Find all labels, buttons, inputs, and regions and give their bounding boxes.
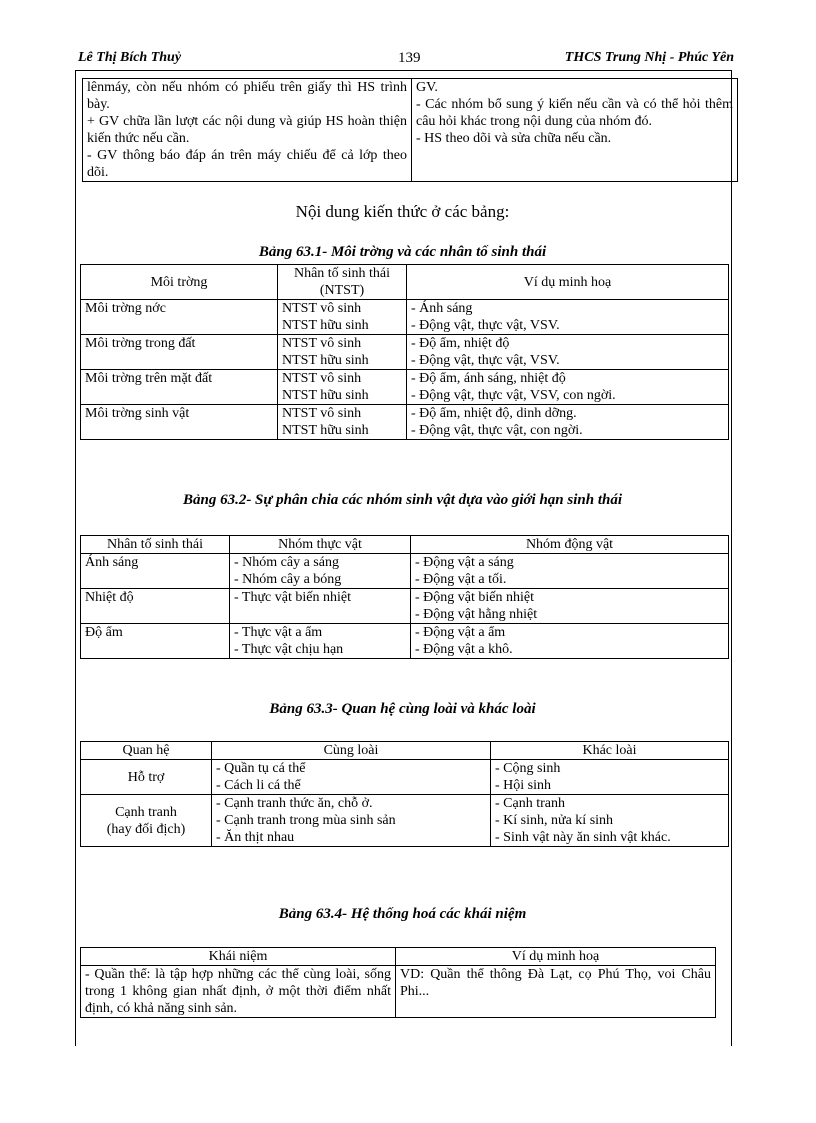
t2-plant: - Thực vật a ẩm - Thực vật chịu hạn: [230, 624, 411, 659]
t3-diff: - Cộng sinh - Hội sinh: [491, 760, 729, 795]
t3-relation: Cạnh tranh (hay đối địch): [81, 795, 212, 847]
page-number: 139: [398, 50, 421, 66]
table-63-2-caption: Bảng 63.2- Sự phân chia các nhóm sinh vật dựa vào giới hạn sinh thái: [182, 492, 623, 508]
table-63-2: [80, 535, 729, 659]
t2-animal: - Động vật a sáng - Động vật a tối.: [411, 554, 729, 589]
school-name: THCS Trung Nhị - Phúc Yên: [564, 50, 734, 65]
table-row: [81, 335, 729, 370]
t2-header-factor: Nhân tố sinh thái: [81, 536, 230, 554]
t2-animal: - Động vật biến nhiệt - Động vật hằng nhiệt: [411, 589, 729, 624]
t3-same: - Cạnh tranh thức ăn, chỗ ở. - Cạnh tranh trong mùa sinh sản - Ăn thịt nhau: [212, 795, 491, 847]
t1-header-factor: Nhân tố sinh thái (NTST): [278, 265, 407, 300]
section-title: Nội dung kiến thức ở các bảng:: [295, 202, 510, 221]
t2-factor: Ánh sáng: [81, 554, 230, 589]
t1-factor: NTST vô sinh NTST hữu sinh: [278, 335, 407, 370]
t2-factor: Nhiệt độ: [81, 589, 230, 624]
t4-example: VD: Quần thể thông Đà Lạt, cọ Phú Thọ, voi Châu Phi...: [396, 966, 716, 1018]
table-row: [81, 624, 729, 659]
table-row: [81, 589, 729, 624]
t1-factor: NTST vô sinh NTST hữu sinh: [278, 370, 407, 405]
table-row: [81, 760, 729, 795]
t1-factor: NTST vô sinh NTST hữu sinh: [278, 405, 407, 440]
teacher-activity: lênmáy, còn nếu nhóm có phiếu trên giấy thì HS trình bày. + GV chữa lần lượt các nội dung và giúp HS hoàn thiện kiến thức nếu cần. - GV thông báo đáp án trên máy chiếu để cả lớp theo dõi.: [83, 79, 412, 182]
table-row: [81, 795, 729, 847]
t2-plant: - Nhóm cây a sáng - Nhóm cây a bóng: [230, 554, 411, 589]
t1-example: - Độ ẩm, nhiệt độ, dinh dỡng. - Động vật, thực vật, con ngời.: [407, 405, 729, 440]
table-63-3: [80, 741, 729, 847]
t2-animal: - Động vật a ẩm - Động vật a khô.: [411, 624, 729, 659]
page-header: [78, 50, 734, 68]
t1-header-env: Môi trờng: [81, 265, 278, 300]
t1-env: Môi trờng trên mặt đất: [81, 370, 278, 405]
t3-same: - Quần tụ cá thể - Cách li cá thể: [212, 760, 491, 795]
t1-factor: NTST vô sinh NTST hữu sinh: [278, 300, 407, 335]
t2-header-animal: Nhóm động vật: [411, 536, 729, 554]
author-name: Lê Thị Bích Thuỷ: [78, 50, 182, 65]
table-row: [81, 370, 729, 405]
t3-diff: - Cạnh tranh - Kí sinh, nửa kí sinh - Sinh vật này ăn sinh vật khác.: [491, 795, 729, 847]
t1-example: - Độ ẩm, nhiệt độ - Động vật, thực vật, VSV.: [407, 335, 729, 370]
table-row: [81, 405, 729, 440]
t1-env: Môi trờng nớc: [81, 300, 278, 335]
table-row: [81, 300, 729, 335]
t1-example: - Ánh sáng - Động vật, thực vật, VSV.: [407, 300, 729, 335]
t4-header-concept: Khái niệm: [81, 948, 396, 966]
t1-example: - Độ ẩm, ánh sáng, nhiệt độ - Động vật, thực vật, VSV, con ngời.: [407, 370, 729, 405]
t1-header-example: Ví dụ minh hoạ: [407, 265, 729, 300]
t4-header-example: Ví dụ minh hoạ: [396, 948, 716, 966]
table-row: [81, 966, 716, 1018]
table-63-1: [80, 264, 729, 440]
t3-header-relation: Quan hệ: [81, 742, 212, 760]
table-63-3-caption: Bảng 63.3- Quan hệ cùng loài và khác loài: [269, 701, 536, 717]
table-63-4-caption: Bảng 63.4- Hệ thống hoá các khái niệm: [278, 906, 527, 922]
t1-env: Môi trờng sinh vật: [81, 405, 278, 440]
t4-concept: - Quần thể: là tập hợp những các thể cùng loài, sống trong 1 không gian nhất định, ở một thời điểm nhất định, có khả năng sinh sản.: [81, 966, 396, 1018]
t3-header-same: Cùng loài: [212, 742, 491, 760]
table-63-1-caption: Bảng 63.1- Môi trờng và các nhân tố sinh thái: [258, 244, 547, 260]
activity-table: [82, 78, 738, 182]
t2-header-plant: Nhóm thực vật: [230, 536, 411, 554]
t2-plant: - Thực vật biến nhiệt: [230, 589, 411, 624]
t3-header-diff: Khác loài: [491, 742, 729, 760]
student-activity: GV. - Các nhóm bổ sung ý kiến nếu cần và có thể hỏi thêm câu hỏi khác trong nội dung của nhóm đó. - HS theo dõi và sửa chữa nếu cần.: [412, 79, 738, 182]
table-63-4: [80, 947, 716, 1018]
table-row: [81, 554, 729, 589]
t2-factor: Độ ẩm: [81, 624, 230, 659]
t1-env: Môi trờng trong đất: [81, 335, 278, 370]
t3-relation: Hỗ trợ: [81, 760, 212, 795]
